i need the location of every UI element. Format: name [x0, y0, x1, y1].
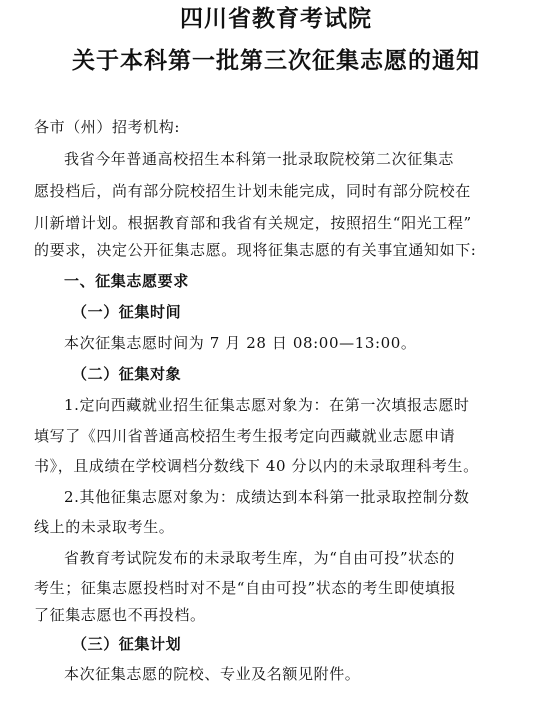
sub2-item2-line: 2.其他征集志愿对象为：成绩达到本科第一批录取控制分数: [64, 488, 470, 506]
section1-heading: 一、征集志愿要求: [64, 272, 189, 290]
intro-line: 我省今年普通高校招生本科第一批录取院校第二次征集志: [64, 150, 455, 168]
intro-line: 川新增计划。根据教育部和我省有关规定，按照招生“阳光工程”: [34, 214, 472, 232]
sub2-note-line: 了征集志愿也不再投档。: [34, 606, 206, 624]
sub2-heading: （二）征集对象: [72, 365, 182, 383]
sub2-item1-line: 1.定向西藏就业招生征集志愿对象为：在第一次填报志愿时: [64, 396, 470, 414]
sub2-note-line: 考生；征集志愿投档时对不是“自由可投”状态的考生即使填报: [34, 579, 457, 597]
sub2-item2-line: 线上的未录取考生。: [34, 518, 175, 536]
sub3-text: 本次征集志愿的院校、专业及名额见附件。: [64, 665, 361, 683]
sub2-item1-line: 填写了《四川省普通高校招生考生报考定向西藏就业志愿申请: [34, 427, 456, 445]
salutation: 各市（州）招考机构:: [34, 118, 181, 136]
sub3-heading: （三）征集计划: [72, 635, 182, 653]
sub2-note-line: 省教育考试院发布的未录取考生库，为“自由可投”状态的: [64, 549, 455, 567]
document-title-line1: 四川省教育考试院: [180, 6, 372, 32]
sub1-heading: （一）征集时间: [72, 303, 182, 321]
sub2-item1-line: 书》，且成绩在学校调档分数线下 40 分以内的未录取理科考生。: [34, 457, 479, 475]
document-title-line2: 关于本科第一批第三次征集志愿的通知: [72, 48, 480, 74]
intro-line: 的要求，决定公开征集志愿。现将征集志愿的有关事宜通知如下:: [34, 241, 477, 259]
intro-line: 愿投档后，尚有部分院校招生计划未能完成，同时有部分院校在: [34, 182, 471, 200]
sub1-text: 本次征集志愿时间为 7 月 28 日 08:00—13:00。: [64, 334, 417, 352]
